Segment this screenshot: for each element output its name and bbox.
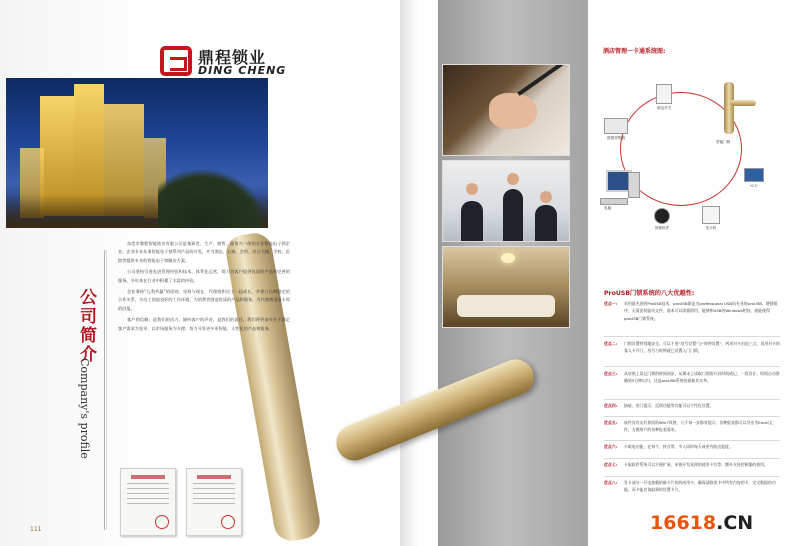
advantage-text: 采用最先进的ProUSB技术，proUSB即是为professional USB而专业的proUSB，增强排序，无需安装驱动文件，基本可以即插即用，能够和USB的Windows相容，就能使得proUSB门锁系统。 <box>624 301 778 321</box>
advantage-item <box>604 300 780 322</box>
card-issuer-icon <box>702 206 720 224</box>
diagram-node-label: 电脑 <box>604 206 612 210</box>
divider-line <box>604 399 780 400</box>
advantage-text: 软件具有友好界面的Win7风格，几千每一步都有提示，各种报表都可以导出为Excel文件，方便用户的各种报表需求。 <box>624 420 773 433</box>
profile-heading-english: Company's profile <box>78 358 91 459</box>
divider-line <box>104 250 105 530</box>
advantage-text: 卡取软件系统可以方便扩展，单独开发延伸的使用卡位等，额外支持控制器的使用。 <box>624 462 768 467</box>
profile-heading-chinese: 公司简介 <box>76 288 96 364</box>
divider-line <box>604 440 780 441</box>
divider-line <box>604 416 780 417</box>
watermark-suffix: CN <box>723 512 754 534</box>
advantage-item <box>604 370 780 385</box>
advantage-label: 优点三: <box>604 371 618 376</box>
advantage-text: 抽屉、房门提示，反锁功能等功能可以个性化设置。 <box>624 403 714 408</box>
diagram-node-card-issuer <box>702 206 720 231</box>
advantage-text: 发卡部分一开电加载的新卡片的的成用卡，确保清除房卡中所有内容的卡，完全数据的功能，而卡能存读取到的设置卡片。 <box>624 480 776 493</box>
intro-paragraph: 企业秉持“互利共赢”的原则，坚持与现在、代理商和员工一起成长，并建立长期稳定的合作关系，为员工创造良好的工作环境，为消费者创造优质的产品和服务，为代理商创造丰厚的回报。 <box>118 289 290 311</box>
diagram-node-software <box>654 208 670 231</box>
site-watermark <box>650 512 753 534</box>
watermark-number: 16618 <box>650 512 717 534</box>
divider-line <box>604 476 780 477</box>
diagram-node-smart-lock <box>716 140 730 145</box>
advantage-item <box>604 461 780 468</box>
advantage-item <box>604 419 780 434</box>
power-switch-icon <box>656 84 672 104</box>
page-number: 111 <box>30 526 42 533</box>
advantage-text: 从房锁上读记门锁的时间同步，从期末上读取门锁的开启时间或记，一段设计，时间自动准确到5分钟以内，这是proUSB系统的最新其实革。 <box>624 371 780 384</box>
divider-line <box>604 336 780 337</box>
computer-tower-icon <box>628 172 640 198</box>
advantages-title: ProUSB门锁系统的八大优越性: <box>604 290 695 297</box>
system-diagram-title: 酒店管理一卡通系统图: <box>603 48 666 55</box>
advantage-label: 优点五: <box>604 420 618 425</box>
diagram-node-power-switch <box>656 84 672 111</box>
advantage-label: 优点八: <box>604 480 618 485</box>
diagram-node-label: 数据采集器 <box>607 136 625 140</box>
hotel-night-photo <box>6 78 268 228</box>
advantage-item <box>604 340 780 355</box>
advantage-item <box>604 443 780 450</box>
divider-line <box>604 366 780 367</box>
logo-mark-icon <box>160 46 192 76</box>
logo-english-name: DING CHENG <box>198 64 287 77</box>
diagram-node-label: 智能门锁 <box>716 140 731 144</box>
office-meeting-photo <box>442 160 570 242</box>
diagram-node-label: 管理软件 <box>654 226 670 230</box>
data-collector-icon <box>604 118 628 134</box>
lock-handle-icon <box>730 100 756 106</box>
advantage-label: 优点七: <box>604 462 618 467</box>
advantage-text: 门锁设置特别地安全，可以不用“房号设置”与“时钟设置”，两项对卡由国三点，再用对卡的客人卡开门，房号与时钟就已设置入门门锁。 <box>624 341 780 354</box>
diagram-node-ic-card <box>744 168 764 189</box>
smart-lock-icon <box>724 82 734 134</box>
diagram-node-computer <box>604 206 611 211</box>
ic-card-icon <box>744 168 764 182</box>
company-intro-text <box>118 240 290 336</box>
intro-paragraph: 客户的信赖，是我们的动力，倾听客户的声音，是我们的责任。我们将更加专注于满足客户需求为先导，以市场服务为支撑，努力开发更多更智能、人性化的产品和服务。 <box>118 317 290 331</box>
advantage-label: 优点六: <box>604 444 618 449</box>
advantage-label: 优点一: <box>604 301 618 306</box>
certificate-image <box>186 468 242 536</box>
advantage-label: 优点二: <box>604 341 618 346</box>
company-profile-heading <box>76 288 100 459</box>
page-fold-shadow <box>400 0 418 546</box>
intro-paragraph: 公司坚持引进先进管理经验和技术，体系化运营，竭力为客户提供优质的产品和完善的服务，多年来在行业中积累了丰富的经验。 <box>118 269 290 283</box>
software-disc-icon <box>654 208 670 224</box>
advantage-label: 优点四: <box>604 403 618 408</box>
signing-document-photo <box>442 64 570 156</box>
diagram-node-label: 取电开关 <box>656 106 672 110</box>
logo-chinese-name: 鼎程锁业 <box>198 48 267 67</box>
diagram-node-data-collector <box>604 118 628 141</box>
certificate-image <box>120 468 176 536</box>
diagram-node-label: 发卡机 <box>705 226 717 230</box>
divider-line <box>604 458 780 459</box>
advantage-item <box>604 402 780 409</box>
intro-paragraph: 东莞市鼎程智能锁业有限公司是集研发、生产、销售、服务为一体的专业智能电子锁企业，企业专业从事智能电子锁系列产品的开发，并为酒店、公寓、会所、办公大楼、学校、医院等提供专业的智能电子锁解决方案。 <box>118 241 290 263</box>
advantage-text: 卡取电功能，在每个、持点等，多人同时每天或更有防出报度。 <box>624 444 733 449</box>
watermark-dot: . <box>716 512 724 534</box>
divider-line <box>106 250 107 530</box>
advantage-item <box>604 479 780 494</box>
diagram-node-label: IC卡 <box>750 184 758 188</box>
keyboard-icon <box>600 198 628 205</box>
hotel-lobby-photo <box>442 246 570 328</box>
